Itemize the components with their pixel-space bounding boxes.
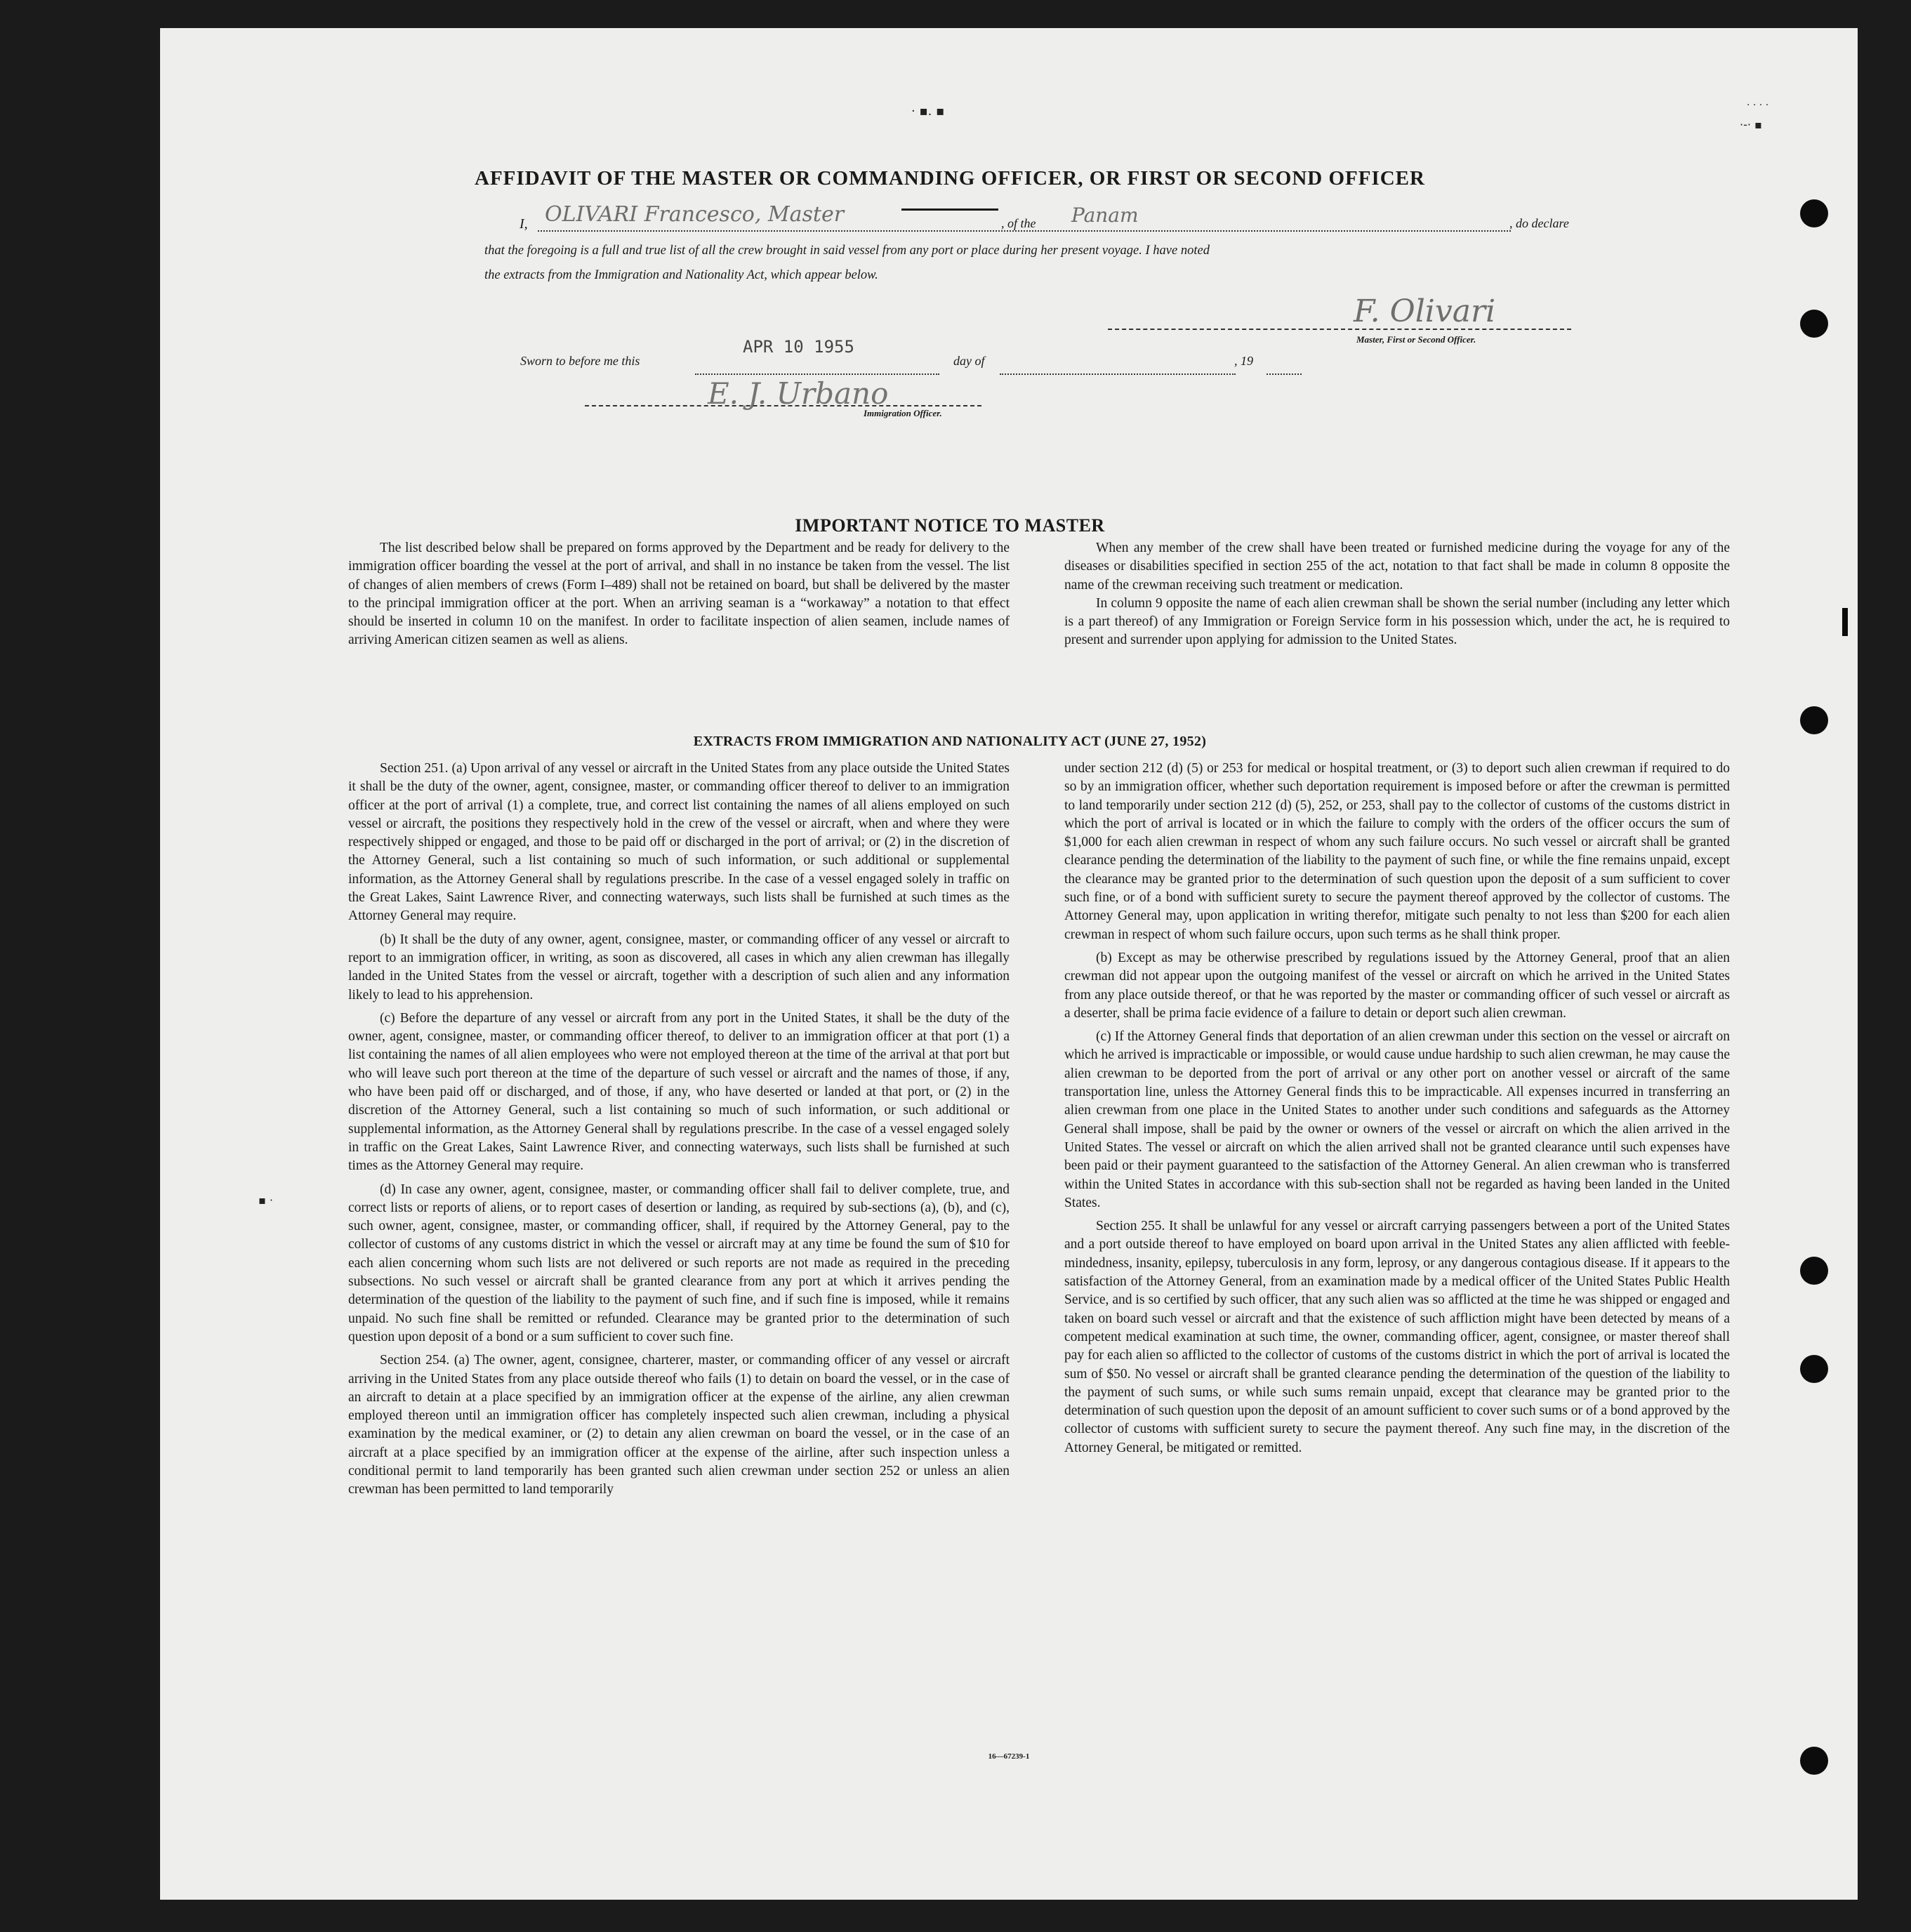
officer-signature-line xyxy=(585,398,981,406)
act-section-paragraph: Section 251. (a) Upon arrival of any vessel or aircraft in the United States from any place outside the United States it shall be the duty of the owner, agent, consignee, master, or commanding officer thereof to deliver to an immigration officer at the port of arrival (1) a complete, true, and correct list containing the names of all aliens employed on such vessel or aircraft, the positions they respectively hold in the crew of the vessel or aircraft, when and where they were respectively shipped or engaged, and those to be paid off or discharged in the port of arrival; or (2) in the discretion of the Attorney General, such a list containing so much of such information, or such additional or supplemental information, as the Attorney General shall by regulations prescribe. In the case of a vessel engaged solely in traffic on the Great Lakes, Saint Lawrence River, and connecting waterways, such lists shall be furnished at such times as the Attorney General may require. xyxy=(348,761,1010,924)
declaration-line-2: that the foregoing is a full and true list of all the crew brought in said vessel from any port or place during her present voyage. I have noted xyxy=(484,244,1210,258)
of-the-label: , of the xyxy=(1001,216,1036,230)
notice-title: IMPORTANT NOTICE TO MASTER xyxy=(795,515,1105,536)
scan-specks: · ▪. ▪ xyxy=(911,104,945,119)
title-rule xyxy=(901,209,998,211)
punch-hole xyxy=(1800,1355,1828,1383)
master-name-handwritten: OLIVARI Francesco, Master xyxy=(545,202,845,227)
act-section-paragraph: Section 255. It shall be unlawful for any vessel or aircraft carrying passengers between a port of the United States and a port outside thereof to have employed on board upon arrival in the United States any alien afflicted with feeble-mindedness, insanity, epilepsy, tuberculosis in any form, leprosy, or any dangerous contagious disease. If it appears to the satisfaction of the Attorney General, from an examination made by a medical officer of the United States Public Health Service, and is so certified by such officer, that any such alien was so afflicted at the time he was shipped or engaged and taken on board such vessel or aircraft and that the existence of such affliction might have been detected by means of a competent medical examination at such time, the owner, commanding officer, agent, consignee, or master thereof shall pay for each alien so afflicted to the collector of customs of the customs district in which the port of arrival is located the sum of $50. No vessel or aircraft shall be granted clearance pending the determination of the question of the liability to the payment of such sums, or while such sums remain unpaid, except that clearance may be granted prior to the determination of such question upon the deposit of an amount sufficient to cover such sums or of a bond approved by the collector of customs with sufficient surety to secure the payment thereof. Any such fine may, in the discretion of the Attorney General, be mitigated or remitted. xyxy=(1064,1219,1730,1455)
notice-right-column xyxy=(1064,539,1730,650)
act-section-paragraph: (c) Before the departure of any vessel or aircraft from any port in the United States, it shall be the duty of the owner, agent, consignee, master, or commanding officer thereof, to deliver to an immigration officer at that port (1) a list containing the names of all alien employees who were not employed thereon at the time of the arrival at that port but who will leave such port thereon at the time of the departure of such vessel or aircraft and the names of those, if any, who have been paid off or discharged, and of those, if any, who have deserted or landed at that port, or (2) in the discretion of the Attorney General, such a list containing so much of such information, or such additional or supplemental information, as the Attorney General shall by regulations prescribe. In the case of a vessel engaged solely in traffic on the Great Lakes, Saint Lawrence River, and connecting waterways, such lists shall be furnished at such times as the Attorney General may require. xyxy=(348,1010,1010,1174)
scan-specks: · · · · xyxy=(1747,100,1769,111)
punch-hole xyxy=(1800,1747,1828,1775)
act-section-paragraph: under section 212 (d) (5) or 253 for medical or hospital treatment, or (3) to deport such alien crewman if required to do so by an immigration officer, whether such deportation requirement is imposed before or after the crewman is permitted to land temporarily under section 212 (d) (5), 252, or 253, shall pay to the collector of customs of the customs district in which the port of arrival is located or in which the failure to comply with the orders of the officer occurs the sum of $1,000 for each alien crewman in respect of whom any such failure occurs. No such vessel or aircraft shall be granted clearance pending the determination of the liability to the payment of such fine, or while the fine remains unpaid, except the clearance may be granted prior to the determination of such question upon the deposit of a sum sufficient to cover such fine, or of a bond with sufficient surety to secure the payment thereof approved by the collector of customs. The Attorney General may, upon application in writing therefor, mitigate such penalty to not less than $200 for each alien crewman in respect of whom such failure occurs, upon such terms as he shall think proper. xyxy=(1064,761,1730,942)
scan-specks: ▪ · xyxy=(258,1193,274,1207)
form-number: 16—67239-1 xyxy=(988,1752,1030,1761)
scan-specks: ·-· ▪ xyxy=(1740,118,1762,131)
declaration-line-3: the extracts from the Immigration and Nationality Act, which appear below. xyxy=(484,268,878,282)
declaration-prefix: I, xyxy=(520,216,528,232)
punch-hole xyxy=(1823,608,1848,636)
extracts-title: EXTRACTS FROM IMMIGRATION AND NATIONALITY ACT (JUNE 27, 1952) xyxy=(693,734,1207,749)
extracts-left-column xyxy=(348,760,1010,1504)
notice-paragraph: The list described below shall be prepared on forms approved by the Department and be ready for delivery to the immigration officer boarding the vessel at the port of arrival, and shall in no instance be taken from the vessel. The list of changes of alien members of crews (Form I–489) shall not be retained on board, but shall be delivered by the master to the principal immigration officer at the port. When an arriving seaman is a “workaway” a notation to that effect should be inserted in column 10 on the manifest. In order to facilitate inspection of alien seamen, include names of arriving American citizen seamen as well as aliens. xyxy=(348,541,1010,648)
sworn-date-stamp: APR 10 1955 xyxy=(743,337,854,357)
year-prefix: , 19 xyxy=(1234,354,1253,368)
affidavit-title: AFFIDAVIT OF THE MASTER OR COMMANDING OFFICER, OR FIRST OR SECOND OFFICER xyxy=(475,167,1425,190)
act-section-paragraph: (d) In case any owner, agent, consignee, master, or commanding officer shall fail to deliver complete, true, and correct lists or reports of aliens, or to report cases of desertion or landing, as required by sub-sections (a), (b), and (c), such owner, agent, consignee, master, or commanding officer, shall, if required by the Attorney General, pay to the collector of customs of any customs district in which the vessel or aircraft may at any time be found the sum of $10 for each alien concerning whom such lists are not delivered or such reports are not made as required in the preceding subsections. No such vessel or aircraft shall be granted clearance from any port at which it arrives pending the determination of the question of the liability to the payment of such fine, and if such fine is imposed, while it remains unpaid. No such fine shall be remitted or refunded. Clearance may be granted prior to the determination of such question upon deposit of a bond or a sum sufficient to cover such fine. xyxy=(348,1182,1010,1344)
act-section-paragraph: (b) It shall be the duty of any owner, agent, consignee, master, or commanding officer of any vessel or aircraft to report to an immigration officer, in writing, as soon as discovered, all cases in which any alien crewman has illegally landed in the United States from the vessel or aircraft, together with a description of such alien and any information likely to lead to his apprehension. xyxy=(348,932,1010,1003)
punch-hole xyxy=(1800,199,1828,227)
month-line xyxy=(1000,359,1236,375)
do-declare-label: , do declare xyxy=(1509,216,1569,230)
act-section-paragraph: (c) If the Attorney General finds that deportation of an alien crewman under this section on the vessel or aircraft on which he arrived is impracticable or impossible, or would cause undue hardship to such alien crewman, he may cause the alien crewman to be deported from the port of arrival or any other port on another vessel or aircraft of the same transportation line, unless the Attorney General finds this to be impracticable. All expenses incurred in transferring an alien crewman from one place in the United States to another under such conditions and safeguards as the Attorney General shall impose, shall be paid by the owner or owners of the vessel or aircraft on which the alien arrived in the United States. The vessel or aircraft on which the alien arrived shall not be granted clearance until such expenses have been paid or their payment guaranteed to the satisfaction of the Attorney General. An alien crewman who is transferred within the United States in accordance with this sub-section shall not be regarded as having been landed in the United States. xyxy=(1064,1029,1730,1210)
punch-hole xyxy=(1800,1257,1828,1285)
sworn-day-line xyxy=(695,359,939,375)
act-section-paragraph: Section 254. (a) The owner, agent, consignee, charterer, master, or commanding officer of any vessel or aircraft arriving in the United States from any place outside thereof who fails (1) to detain on board the vessel, or in the case of an aircraft to detain at a place specified by an immigration officer at the expense of the airline, any alien crewman employed thereon until an immigration officer has completely inspected such alien crewman, including a physical examination by the medical examiner, or (2) to detain any alien crewman on board the vessel, or in the case of an aircraft at a place specified by an immigration officer at the expense of the airline, after such inspection unless a conditional permit to land temporarily has been granted such alien crewman under section 252 or unless an alien crewman has been permitted to land temporarily xyxy=(348,1353,1010,1497)
punch-hole xyxy=(1800,310,1828,338)
sworn-label: Sworn to before me this xyxy=(520,354,640,368)
act-section-paragraph: (b) Except as may be otherwise prescribed by regulations issued by the Attorney General, proof that an alien crewman did not appear upon the outgoing manifest of the vessel or aircraft on which he arrived in the United States from any place outside thereof, or that he was reported by the master or commanding officer of such vessel or aircraft as a deserter, shall be prima facie evidence of a failure to detain or deport such alien crewman. xyxy=(1064,950,1730,1021)
master-signature-line xyxy=(1108,322,1571,330)
document-page xyxy=(160,28,1858,1900)
master-signature: F. Olivari xyxy=(1354,293,1496,329)
master-label: Master, First or Second Officer. xyxy=(1356,334,1476,345)
notice-paragraph: When any member of the crew shall have been treated or furnished medicine during the voyage for any of the diseases or disabilities specified in section 255 of the act, notation to that fact shall be made in column 8 opposite the name of the crewman receiving such treatment or medication. xyxy=(1064,541,1730,593)
punch-hole xyxy=(1800,706,1828,734)
extracts-right-column xyxy=(1064,760,1730,1462)
notice-paragraph: In column 9 opposite the name of each alien crewman shall be shown the serial number (including any letter which is a part thereof) of any Immigration or Foreign Service form in his possession which, under the act, he is required to present and surrender upon applying for admission to the United States. xyxy=(1064,595,1730,648)
year-line xyxy=(1267,359,1302,375)
officer-signature: E. J. Urbano xyxy=(708,376,889,411)
notice-left-column xyxy=(348,539,1010,650)
day-of-label: day of xyxy=(953,354,985,368)
vessel-name-handwritten: Panam xyxy=(1071,204,1139,227)
officer-label: Immigration Officer. xyxy=(864,408,942,418)
